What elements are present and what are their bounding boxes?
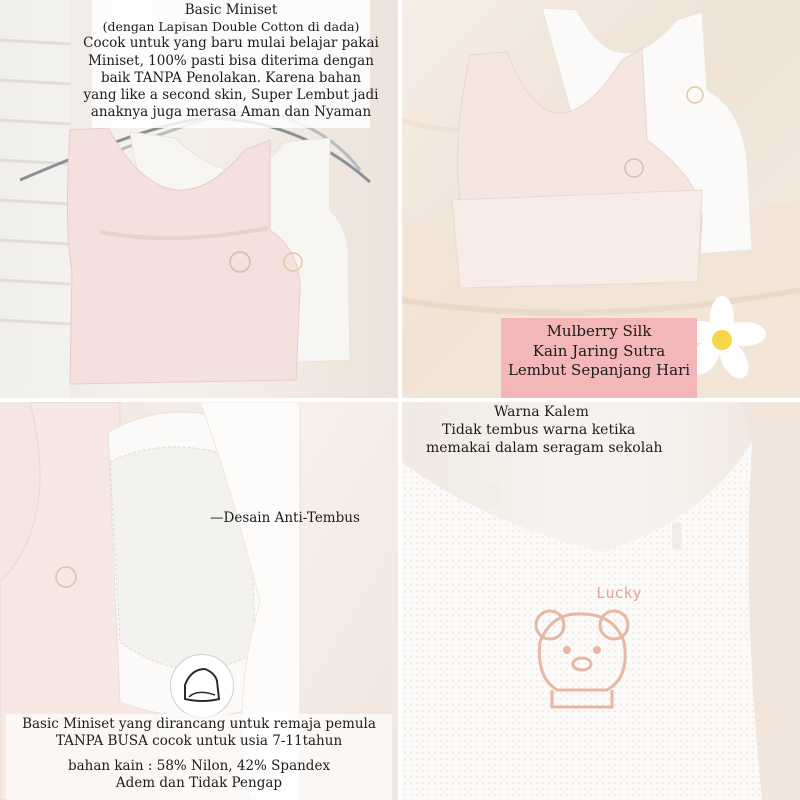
panel-hanging-miniset [0,0,398,398]
panel-anti-tembus [0,402,398,800]
fabric-composition: bahan kain : 58% Nilon, 42% Spandex [67,758,331,774]
collage-divider-horizontal [0,398,800,402]
description-line: Cocok untuk yang baru mulai belajar pakai [83,35,379,52]
caption-text [0,716,398,751]
color-line: memakai dalam seragam sekolah [426,439,663,456]
caption-line: TANPA BUSA cocok untuk usia 7-11tahun [55,733,343,750]
feature-line: Kain Jaring Sutra [532,341,666,360]
caption-line: Basic Miniset yang dirancang untuk remaja pemula [22,716,376,732]
description-line: yang like a second skin, Super Lembut jadi [83,87,379,104]
description-line: baik TANPA Penolakan. Karena bahan [100,69,362,86]
product-title: Basic Miniset [184,2,278,18]
description-line: (dengan Lapisan Double Cotton di dada) [102,19,360,35]
panel-warna-kalem [402,402,800,800]
color-title: Warna Kalem [494,404,589,420]
fabric-text [0,758,398,793]
feature-line: Lembut Sepanjang Hari [507,361,691,379]
fabric-benefit: Adem dan Tidak Pengap [115,775,283,792]
product-description [80,2,382,122]
feature-text [501,322,697,381]
description-line: Miniset, 100% pasti bisa diterima dengan [88,52,374,69]
lucky-logo-text: Lucky [596,584,642,602]
panel-mulberry-silk [402,0,800,398]
color-line: Tidak tembus warna ketika [442,421,636,438]
feature-line: Mulberry Silk [546,322,652,340]
anti-tembus-callout: —Desain Anti-Tembus [210,510,360,526]
description-line: anaknya juga merasa Aman dan Nyaman [90,104,372,121]
bra-pad-icon [170,654,234,718]
color-description [422,404,792,458]
